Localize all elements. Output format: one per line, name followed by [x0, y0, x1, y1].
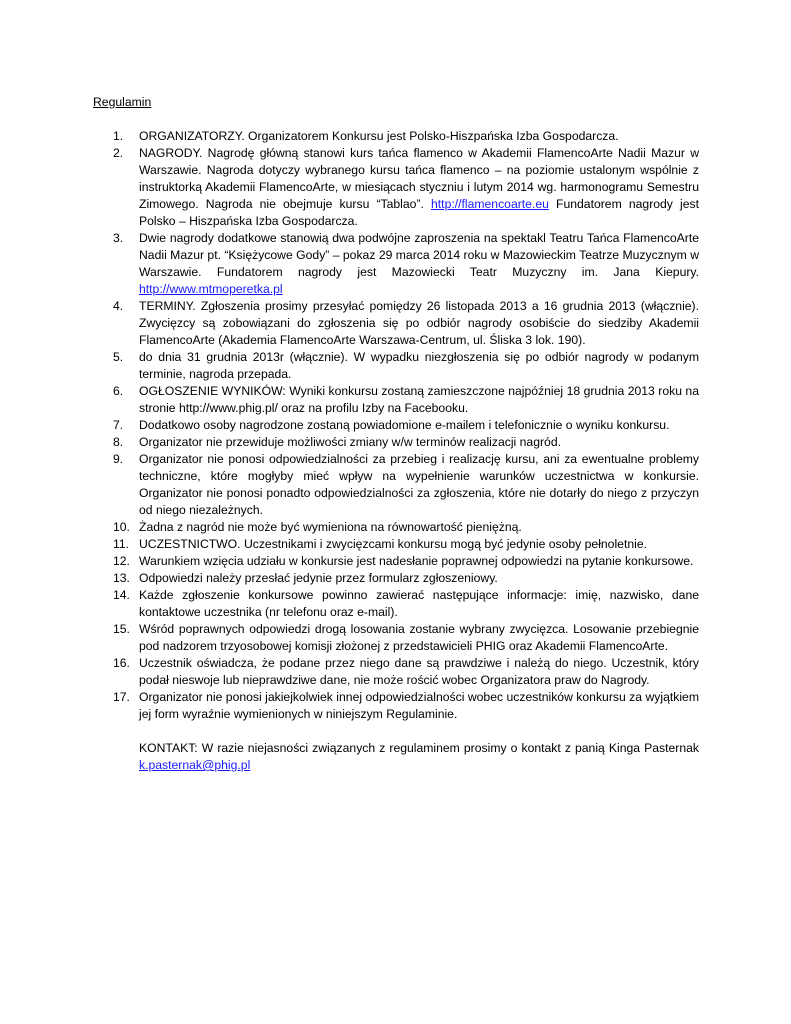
- rule-item: [93, 434, 699, 451]
- rule-text: Organizator nie ponosi jakiejkolwiek innej odpowiedzialności wobec uczestników konkursu za wyjątkiem jej form wyraźnie wymienionych w niniejszym Regulaminie.: [139, 690, 699, 721]
- rule-item: [93, 587, 699, 621]
- rule-text: Dwie nagrody dodatkowe stanowią dwa podwójne zaproszenia na spektakl Teatru Tańca FlamencoArte Nadii Mazur pt. “Księżycowe Gody” – pokaz 29 marca 2014 roku w Mazowieckim Teatrze Muzycznym w Warszawie. Fundatorem nagrody jest Mazowiecki Teatr Muzyczny im. Jana Kiepury.: [139, 231, 699, 279]
- rule-item: [93, 570, 699, 587]
- rule-number: 3.: [113, 231, 124, 245]
- rule-item: [93, 298, 699, 349]
- rule-number: 8.: [113, 435, 124, 449]
- rule-number: 13.: [113, 571, 130, 585]
- rule-number: 16.: [113, 656, 130, 670]
- rule-text: UCZESTNICTWO. Uczestnikami i zwycięzcami konkursu mogą być jedynie osoby pełnoletnie.: [139, 537, 647, 551]
- rule-text: Dodatkowo osoby nagrodzone zostaną powiadomione e-mailem i telefonicznie o wyniku konkursu.: [139, 418, 670, 432]
- rule-item: [93, 553, 699, 570]
- document-title: Regulamin: [93, 95, 152, 109]
- contact-paragraph: [93, 740, 699, 774]
- rule-text: NAGRODY. Nagrodę główną stanowi kurs tańca flamenco w Akademii FlamencoArte Nadii Mazur w Warszawie. Nagroda dotyczy wybranego kursu tańca flamenco – na poziomie ustalonym wspólnie z instruktorką Akademii FlamencoArte, w miesiącach styczniu i lutym 2014 wg. harmonogramu Semestru Zimowego. Nagroda nie obejmuje kursu “Tablao”.: [139, 146, 699, 211]
- contact-text: KONTAKT: W razie niejasności związanych z regulaminem prosimy o kontakt z panią Kinga Pasternak: [139, 741, 699, 755]
- rule-number: 7.: [113, 418, 124, 432]
- rules-list: [93, 128, 699, 723]
- rule-text: Organizator nie przewiduje możliwości zmiany w/w terminów realizacji nagród.: [139, 435, 561, 449]
- rule-link[interactable]: http://www.mtmoperetka.pl: [139, 282, 283, 296]
- rule-item: [93, 230, 699, 298]
- document-page: [93, 94, 699, 774]
- rule-text: Wśród poprawnych odpowiedzi drogą losowania zostanie wybrany zwycięzca. Losowanie przebiegnie pod nadzorem trzyosobowej komisji złożonej z przedstawicieli PHIG oraz Akademii FlamencoArte.: [139, 622, 699, 653]
- rule-text: Uczestnik oświadcza, że podane przez niego dane są prawdziwe i należą do niego. Uczestnik, który podał nieswoje lub nieprawdziwe dane, nie może rościć wobec Organizatora praw do Nagrody.: [139, 656, 699, 687]
- rule-item: [93, 128, 699, 145]
- rule-number: 5.: [113, 350, 124, 364]
- rule-text: ORGANIZATORZY. Organizatorem Konkursu jest Polsko-Hiszpańska Izba Gospodarcza.: [139, 129, 619, 143]
- rule-number: 6.: [113, 384, 124, 398]
- rule-item: [93, 621, 699, 655]
- rule-text: Warunkiem wzięcia udziału w konkursie jest nadesłanie poprawnej odpowiedzi na pytanie konkursowe.: [139, 554, 694, 568]
- rule-number: 17.: [113, 690, 130, 704]
- rule-text: Odpowiedzi należy przesłać jedynie przez formularz zgłoszeniowy.: [139, 571, 498, 585]
- rule-number: 4.: [113, 299, 124, 313]
- rule-item: [93, 383, 699, 417]
- rule-item: [93, 349, 699, 383]
- rule-item: [93, 145, 699, 230]
- contact-email-link[interactable]: k.pasternak@phig.pl: [139, 758, 251, 772]
- rule-item: [93, 451, 699, 519]
- rule-link[interactable]: http://flamencoarte.eu: [431, 197, 549, 211]
- rule-number: 10.: [113, 520, 130, 534]
- rule-number: 14.: [113, 588, 130, 602]
- rule-number: 12.: [113, 554, 130, 568]
- rule-item: [93, 689, 699, 723]
- rule-text: Organizator nie ponosi odpowiedzialności za przebieg i realizację kursu, ani za ewentualne problemy techniczne, które mogłyby mieć wpływ na wypełnienie warunków uczestnictwa w konkursie. Organizator nie ponosi ponadto odpowiedzialności za zgłoszenia, które nie dotarły do niego z przyczyn od niego niezależnych.: [139, 452, 699, 517]
- rule-number: 1.: [113, 129, 124, 143]
- rule-text: OGŁOSZENIE WYNIKÓW: Wyniki konkursu zostaną zamieszczone najpóźniej 18 grudnia 2013 roku na stronie http://www.phig.pl/ oraz na profilu Izby na Facebooku.: [139, 384, 699, 415]
- rule-item: [93, 536, 699, 553]
- rule-number: 15.: [113, 622, 130, 636]
- rule-number: 2.: [113, 146, 124, 160]
- rule-item: [93, 655, 699, 689]
- rule-text-after-link: Fundatorem nagrody jest Polsko – Hiszpańska Izba Gospodarcza.: [139, 197, 699, 228]
- rule-item: [93, 417, 699, 434]
- rule-item: [93, 519, 699, 536]
- rule-text: do dnia 31 grudnia 2013r (włącznie). W wypadku niezgłoszenia się po odbiór nagrody w podanym terminie, nagroda przepada.: [139, 350, 699, 381]
- rule-number: 9.: [113, 452, 124, 466]
- rule-text: Żadna z nagród nie może być wymieniona na równowartość pieniężną.: [139, 520, 522, 534]
- rule-number: 11.: [113, 537, 130, 551]
- rule-text: TERMINY. Zgłoszenia prosimy przesyłać pomiędzy 26 listopada 2013 a 16 grudnia 2013 (włącznie). Zwycięzcy są zobowiązani do zgłoszenia się po odbiór nagrody osobiście do siedziby Akademii FlamencoArte (Akademia FlamencoArte Warszawa-Centrum, ul. Śliska 3 lok. 190).: [139, 299, 699, 347]
- rule-text: Każde zgłoszenie konkursowe powinno zawierać następujące informacje: imię, nazwisko, dane kontaktowe uczestnika (nr telefonu oraz e-mail).: [139, 588, 699, 619]
